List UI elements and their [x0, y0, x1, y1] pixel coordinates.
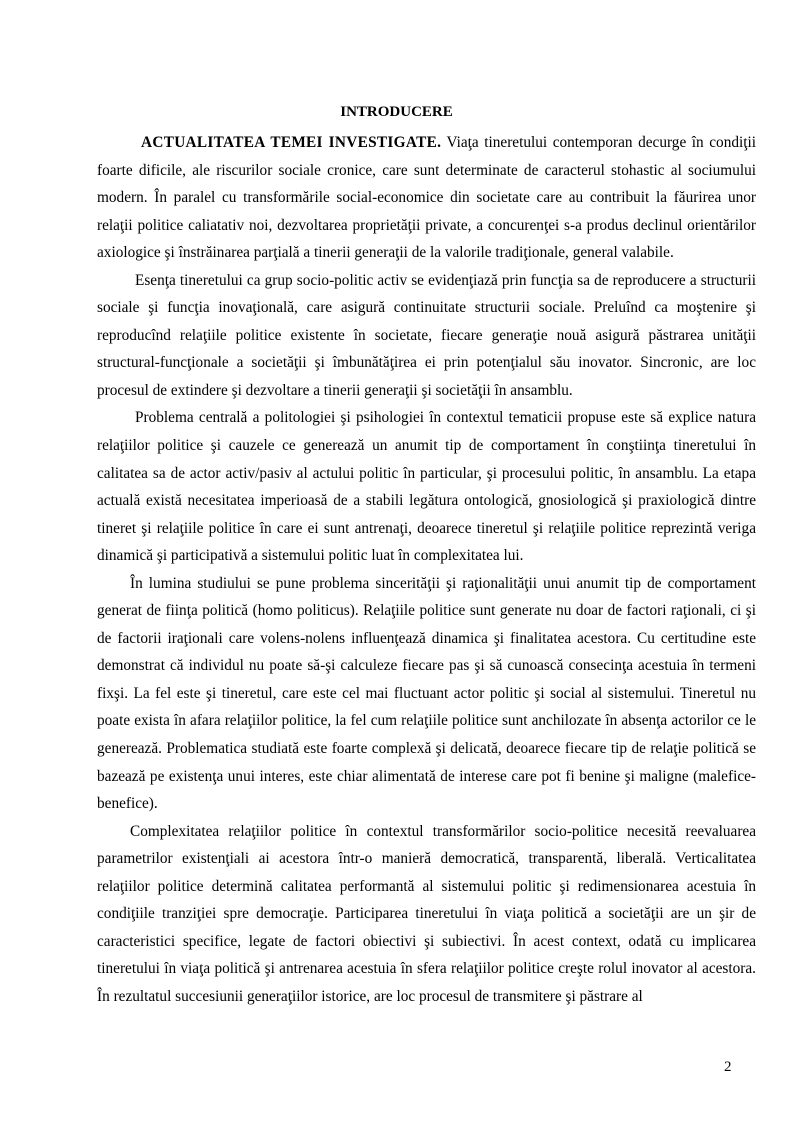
- paragraph-text: Viaţa tineretului contemporan decurge în condiţii foarte dificile, ale riscurilor sociale cronice, care sunt determinate de caracterul stohastic al sociumului modern. În paralel cu transformările social-economice din societate care au contribuit la făurirea unor relaţii politice caliatativ noi, dezvoltarea proprietăţii private, a concurenţei s-a produs declinul orientărilor axiologice şi înstrăinarea parţială a tinerii generaţii de la valorile tradiţionale, general valabile.: [97, 134, 756, 262]
- paragraph-esenta: Esenţa tineretului ca grup socio-politic activ se evidenţiază prin funcţia sa de reproducere a structurii sociale şi funcţia inovaţională, care asigură continuitate structurii sociale. Preluînd ca moştenire şi reproducînd relaţiile politice existente în societate, fiecare generaţie nouă asigură păstrarea unităţii structural-funcţionale a societăţii şi îmbunătăţirea ei prin potenţialul său inovator. Sincronic, are loc procesul de extindere şi dezvoltare a tinerii generaţii şi societăţii în ansamblu.: [97, 271, 756, 399]
- paragraph-problema: Problema centrală a politologiei şi psihologiei în contextul tematicii propuse este să explice natura relaţiilor politice şi cauzele ce generează un anumit tip de comportament în conştiinţa tineretului în calitatea sa de actor activ/pasiv al actului politic în particular, şi procesului politic, în ansamblu. La etapa actuală există necesitatea imperioasă de a stabili legătura ontologică, gnosiologică şi praxiologică dintre tineret şi relaţiile politice în care ei sunt antrenaţi, deoarece tineretul şi relaţiile politice reprezintă veriga dinamică şi participativă a sistemului politic luat în complexitatea lui.: [97, 409, 756, 565]
- body-text: [97, 129, 756, 1011]
- paragraph-lumina: În lumina studiului se pune problema sincerităţii şi raţionalităţii unui anumit tip de comportament generat de fiinţa politică (homo politicus). Relaţiile politice sunt generate nu doar de factori raţionali, ci şi de factorii iraţionali care volens-nolens influenţează dinamica şi finalitatea acestora. Cu certitudine este demonstrat că individul nu poate să-şi calculeze fiecare pas şi să cunoască consecinţa acestuia în termeni fixşi. La fel este şi tineretul, care este cel mai fluctuant actor politic şi social al sistemului. Tineretul nu poate exista în afara relaţiilor politice, la fel cum relaţiile politice sunt anchilozate în absenţa actorilor ce le generează. Problematica studiată este foarte complexă şi delicată, deoarece fiecare tip de relaţie politică se bazează pe existenţa unui interes, este chiar alimentată de interese care pot fi benine şi maligne (malefice-benefice).: [97, 574, 756, 813]
- paragraph-lead-heading: ACTUALITATEA TEMEI INVESTIGATE.: [141, 134, 442, 151]
- section-title: INTRODUCERE: [340, 104, 453, 120]
- page-number: 2: [724, 1059, 732, 1075]
- paragraph-complexitatea: Complexitatea relaţiilor politice în contextul transformărilor socio-politice necesită reevaluarea parametrilor existenţiali ai acestora într-o manieră democratică, transparentă, liberală. Verticalitatea relaţiilor politice determină calitatea performantă al sistemului politic şi redimensionarea acestuia în condiţiile tranziţiei spre democraţie. Participarea tineretului în viaţa politică a societăţii are un şir de caracteristici specifice, legate de factori obiectivi şi subiectivi. În acest context, odată cu implicarea tineretului în viaţa politică şi antrenarea acestuia în sfera relaţiilor politice creşte rolul inovator al acestora. În rezultatul succesiunii generaţiilor istorice, are loc procesul de transmitere şi păstrare al: [97, 822, 756, 1005]
- paragraph-actualitatea: [97, 129, 756, 267]
